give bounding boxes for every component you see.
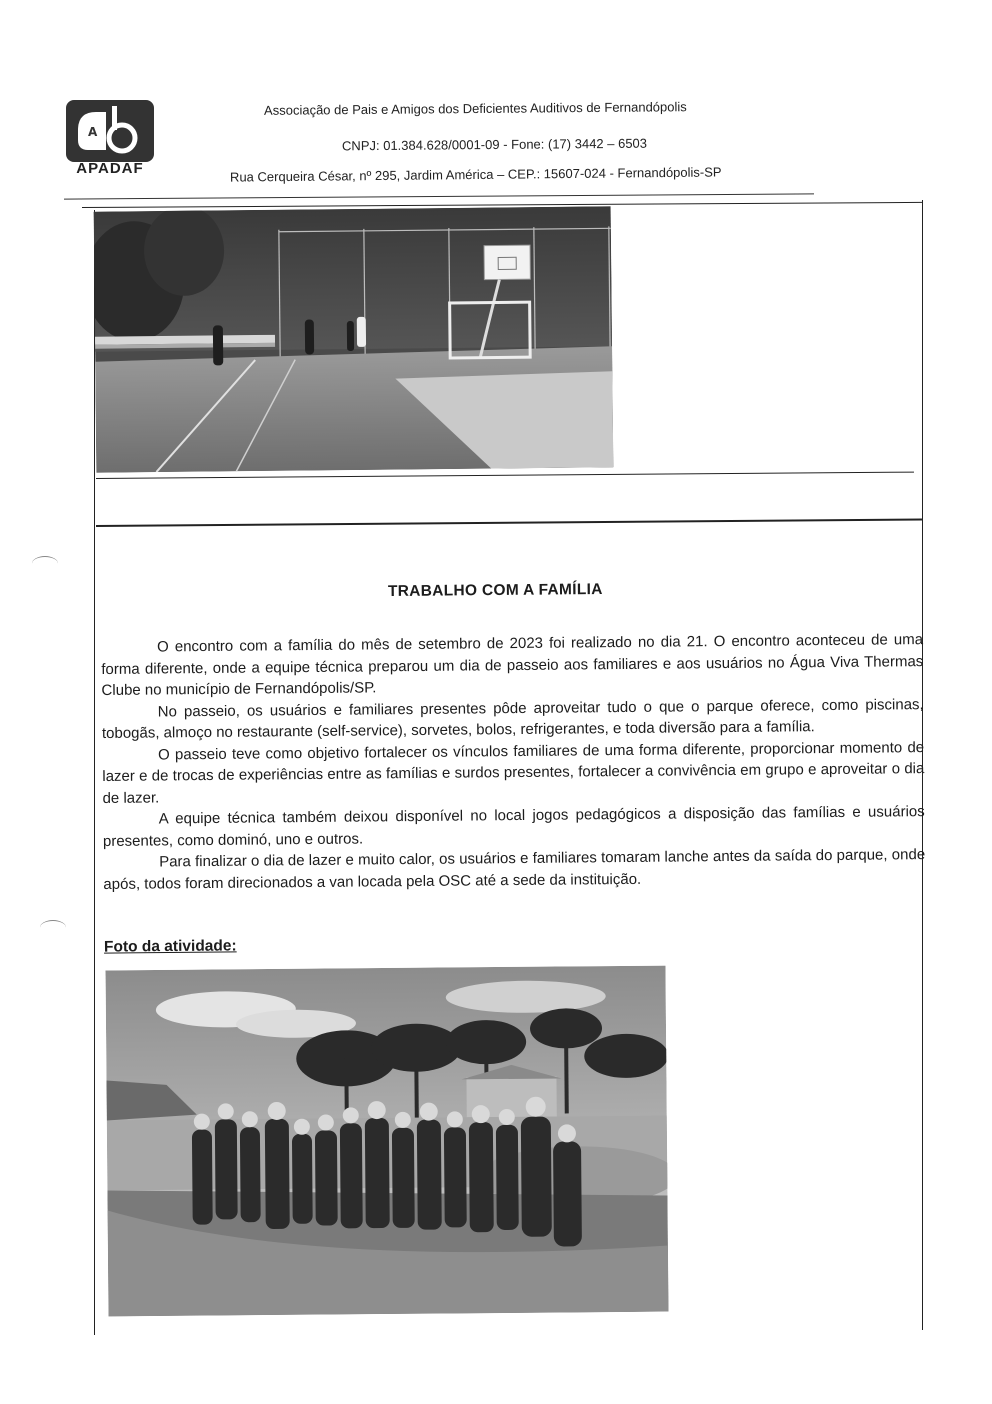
paragraph: No passeio, os usuários e familiares presentes pôde aproveitar tudo o que o parque oferece, como piscinas, tobogãs, almoço no restaurante (self-service), sorvetes, bolos, refrigerantes, e toda diversão para a família. — [101, 695, 924, 742]
report-body — [101, 629, 925, 895]
organization-name: Associação de Pais e Amigos dos Deficientes Auditivos de Fernandópolis — [263, 99, 687, 118]
form-line-2 — [96, 519, 922, 527]
paragraph: A equipe técnica também deixou disponível no local jogos pedagógicos a disposição das famílias e usuários presentes, como dominó, uno e outros. — [102, 803, 925, 850]
header-divider — [64, 193, 814, 199]
scan-mark — [32, 556, 58, 571]
logo-wordmark: APADAF — [76, 160, 144, 177]
paragraph: O encontro com a família do mês de setembro de 2023 foi realizado no dia 21. O encontro aconteceu de uma forma diferente, onde a equipe técnica preparou um dia de passeio aos familiares e aos usuários no Água Viva Thermas Clube no município de Fernandópolis/SP. — [101, 631, 924, 699]
cnpj-phone: CNPJ: 01.384.628/0001-09 - Fone: (17) 3442 – 6503 — [341, 135, 648, 154]
svg-text:A: A — [88, 125, 98, 139]
scan-mark — [40, 920, 66, 935]
sports-court-photo — [94, 206, 614, 472]
photo-caption-label: Foto da atividade: — [103, 937, 237, 956]
address: Rua Cerqueira César, nº 295, Jardim América – CEP.: 15607-024 - Fernandópolis-SP — [229, 164, 722, 185]
form-line-1 — [96, 472, 914, 479]
paragraph: Para finalizar o dia de lazer e muito calor, os usuários e familiares tomaram lanche antes da saída do parque, onde após, todos foram direcionados a van locada pela OSC até a sede da instituição. — [103, 846, 926, 893]
family-group-photo — [106, 966, 669, 1317]
section-title: TRABALHO COM A FAMÍLIA — [387, 580, 603, 601]
paragraph: O passeio teve como objetivo fortalecer os vínculos familiares de uma forma diferente, proporcionar momento de lazer e de trocas de experiências entre as famílias e surdos presentes, fortalecer a convivência em grupo e aproveitar o dia de lazer. — [102, 738, 925, 807]
